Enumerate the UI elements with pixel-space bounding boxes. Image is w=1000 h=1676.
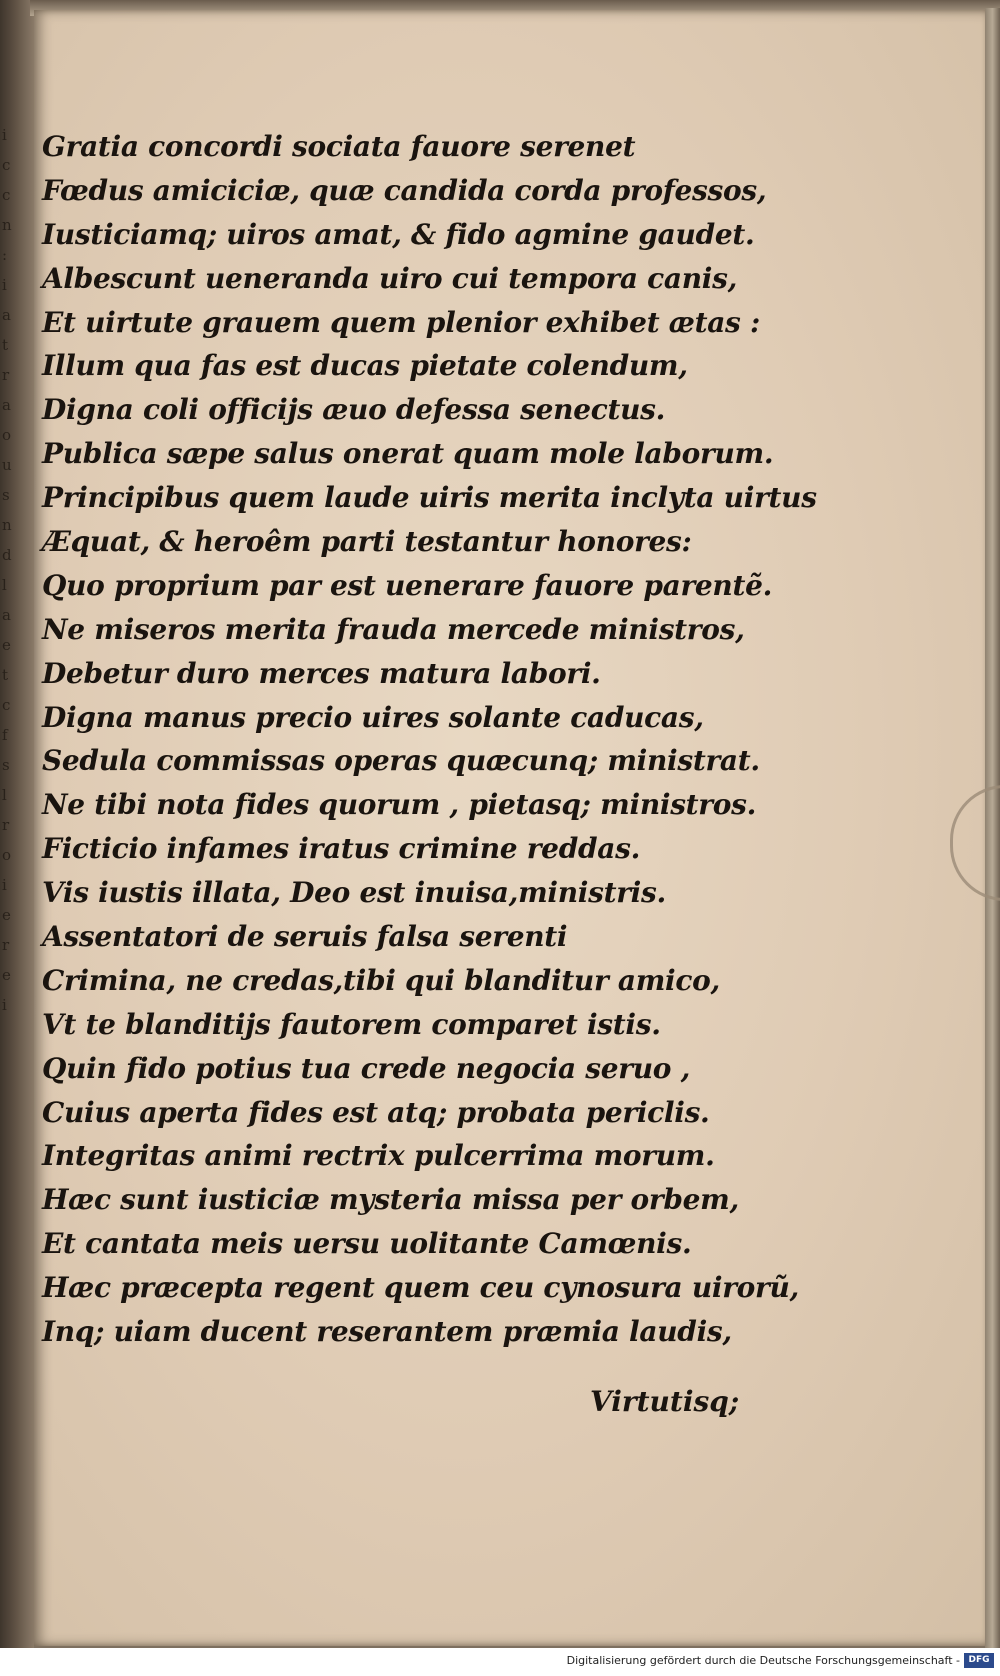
verse-line: Illum qua fas est ducas pietate colendum,	[42, 349, 688, 383]
verse-line: Et uirtute grauem quem plenior exhibet ætas :	[42, 305, 760, 339]
funding-credit: Digitalisierung gefördert durch die Deutsche Forschungsgemeinschaft -	[566, 1654, 960, 1667]
verse-text	[42, 125, 972, 1354]
verse-line: Hæc sunt iusticiæ mysteria missa per orbem,	[42, 1183, 739, 1217]
verse-line: Albescunt ueneranda uiro cui tempora canis,	[42, 261, 738, 295]
verse-line: Crimina, ne credas,tibi qui blanditur amico,	[42, 963, 720, 997]
verse-line: Quo proprium par est uenerare fauore parentẽ.	[42, 568, 773, 602]
verse-line: Digna coli officijs æuo defessa senectus.	[42, 393, 666, 427]
catchword: Virtutisq;	[590, 1385, 740, 1418]
previous-page-edge	[0, 0, 34, 1648]
verse-line: Cuius aperta fides est atq; probata periclis.	[42, 1095, 710, 1129]
verse-line: Sedula commissas operas quæcunq; ministrat.	[42, 744, 760, 778]
verse-line: Integritas animi rectrix pulcerrima morum.	[42, 1139, 715, 1173]
verse-line: Et cantata meis uersu uolitante Camœnis.	[42, 1227, 692, 1261]
verse-line: Publica sæpe salus onerat quam mole laborum.	[42, 437, 774, 471]
verse-line: Ne miseros merita frauda mercede ministros,	[42, 612, 745, 646]
verse-line: Principibus quem laude uiris merita inclyta uirtus	[42, 481, 817, 515]
verse-line: Quin fido potius tua crede negocia seruo ,	[42, 1051, 691, 1085]
digitization-footer	[0, 1648, 1000, 1676]
verse-line: Æquat, & heroêm parti testantur honores:	[42, 525, 692, 559]
verse-line: Debetur duro merces matura labori.	[42, 656, 601, 690]
verse-line: Ne tibi nota fides quorum , pietasq; ministros.	[42, 788, 757, 822]
verse-line: Hæc præcepta regent quem ceu cynosura uirorũ,	[42, 1271, 800, 1305]
verse-line: Vis iustis illata, Deo est inuisa,ministris.	[42, 876, 666, 910]
verse-line: Inq; uiam ducent reserantem præmia laudis,	[42, 1315, 732, 1349]
verse-line: Iusticiamq; uiros amat, & fido agmine gaudet.	[42, 217, 755, 251]
dfg-logo: DFG	[964, 1653, 994, 1668]
verse-line: Digna manus precio uires solante caducas,	[42, 700, 704, 734]
verse-line: Vt te blanditijs fautorem comparet istis.	[42, 1007, 661, 1041]
verse-line: Gratia concordi sociata fauore serenet	[42, 130, 636, 163]
verse-line: Fœdus amiciciæ, quæ candida corda professos,	[42, 173, 767, 207]
verse-line: Ficticio infames iratus crimine reddas.	[42, 832, 641, 866]
verse-line: Assentatori de seruis falsa serenti	[42, 920, 568, 954]
previous-page-text-fragments: i c c n : i a t r a o u s n d l a e t c f s l r o i e r e i	[2, 126, 12, 1014]
